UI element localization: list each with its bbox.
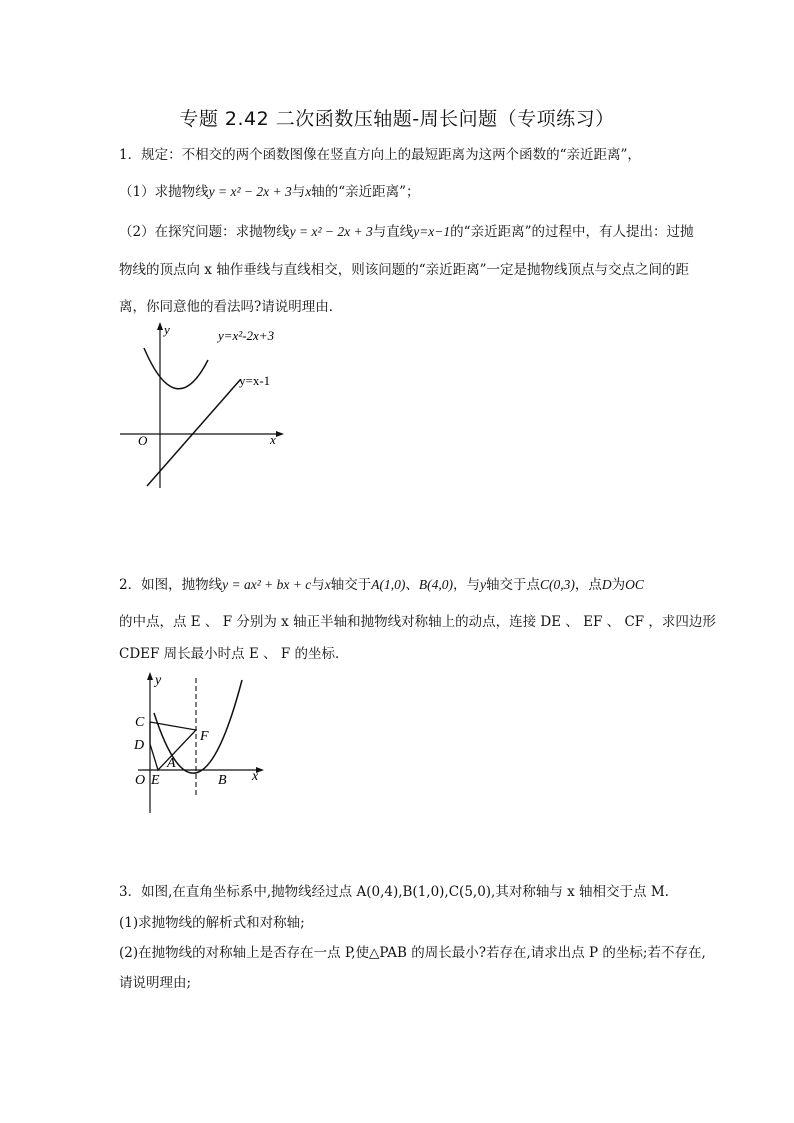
q1-line-3	[119, 223, 719, 241]
label-f: F	[200, 729, 209, 744]
q2-point-c: C(0,3)	[539, 577, 575, 592]
q2-line-2: 的中点，点 E 、 F 分别为 x 轴正半轴和抛物线对称轴上的动点，连接 DE 、 EF 、 CF ，求四边形	[119, 614, 716, 630]
label-e: E	[151, 773, 160, 788]
q1-text: 与直线	[372, 224, 414, 240]
label-x: x	[252, 769, 259, 784]
q1-formula: y = x² − 2x + 3	[208, 184, 292, 199]
q1-formula: y = x² − 2x + 3	[289, 224, 373, 239]
q1-text: 轴的“亲近距离”；	[311, 184, 420, 200]
y-axis-label: y	[164, 322, 170, 337]
x-axis-label: x	[270, 432, 276, 447]
line-label: y=x-1	[239, 373, 271, 388]
q2-text: ，点	[574, 577, 602, 593]
q2-text: 为	[611, 577, 626, 593]
label-a: A	[167, 756, 176, 771]
label-b: B	[218, 773, 227, 788]
q3-line-4: 请说明理由;	[119, 975, 192, 991]
q2-text: 轴交于	[330, 577, 372, 593]
q2-var: x	[324, 577, 331, 592]
label-y: y	[155, 673, 162, 688]
q1-line-1: 1．规定：不相交的两个函数图像在竖直方向上的最短距离为这两个函数的“亲近距离”，	[119, 147, 641, 163]
q2-formula: y = ax² + bx + c	[222, 577, 312, 592]
label-d: D	[134, 738, 145, 753]
q1-line-2	[119, 183, 719, 201]
q2-line-3: CDEF 周长最小时点 E 、 F 的坐标．	[119, 646, 349, 662]
q1-var: x	[305, 184, 312, 199]
page-title: 专题 2.42 二次函数压轴题-周长问题（专项练习）	[179, 108, 615, 130]
label-c: C	[135, 715, 145, 730]
q2-figure	[128, 668, 278, 818]
q2-var: y	[479, 577, 486, 592]
q2-text: 轴交于点	[485, 577, 540, 593]
q1-line-4: 物线的顶点向 x 轴作垂线与直线相交，则该问题的“亲近距离”一定是抛物线顶点与交点之间的距	[119, 262, 689, 278]
parabola-label: y=x²-2x+3	[218, 328, 275, 343]
q2-text: 、	[405, 577, 419, 593]
origin-label: O	[138, 433, 148, 448]
q2-text: 2．如图，抛物线	[119, 577, 223, 593]
q2-point-d: D	[601, 577, 612, 592]
q1-figure	[112, 318, 292, 493]
q2-line-1	[119, 576, 719, 594]
q2-segment: OC	[625, 577, 644, 592]
q2-point-b: B(4,0)	[418, 577, 453, 592]
q2-text: ，与	[452, 577, 480, 593]
y-axis-arrow-icon	[157, 322, 163, 330]
y-axis-arrow-icon	[147, 672, 153, 680]
parabola-curve	[144, 348, 208, 389]
q3-line-3: (2)在抛物线的对称轴上是否存在一点 P,使△PAB 的周长最小?若存在,请求出点 P 的坐标;若不存在,	[119, 945, 706, 961]
q1-text: （2）在探究问题：求抛物线	[119, 224, 290, 240]
q1-line-5: 离，你同意他的看法吗?请说明理由．	[119, 299, 343, 315]
q3-line-2: (1)求抛物线的解析式和对称轴;	[119, 915, 305, 931]
label-o: O	[135, 773, 146, 788]
x-axis-arrow-icon	[276, 431, 284, 437]
q1-text: 与	[291, 184, 306, 200]
q1-text: 的“亲近距离”的过程中，有人提出：过抛	[450, 224, 694, 240]
q2-text: 与	[311, 577, 325, 593]
line-curve	[147, 380, 240, 486]
q3-line-1: 3．如图,在直角坐标系中,抛物线经过点 A(0,4),B(1,0),C(5,0),其对称轴与 x 轴相交于点 M.	[119, 884, 669, 900]
q2-point-a: A(1,0)	[371, 577, 406, 592]
q1-formula: y=x−1	[413, 224, 451, 239]
q1-text: （1）求抛物线	[119, 184, 209, 200]
